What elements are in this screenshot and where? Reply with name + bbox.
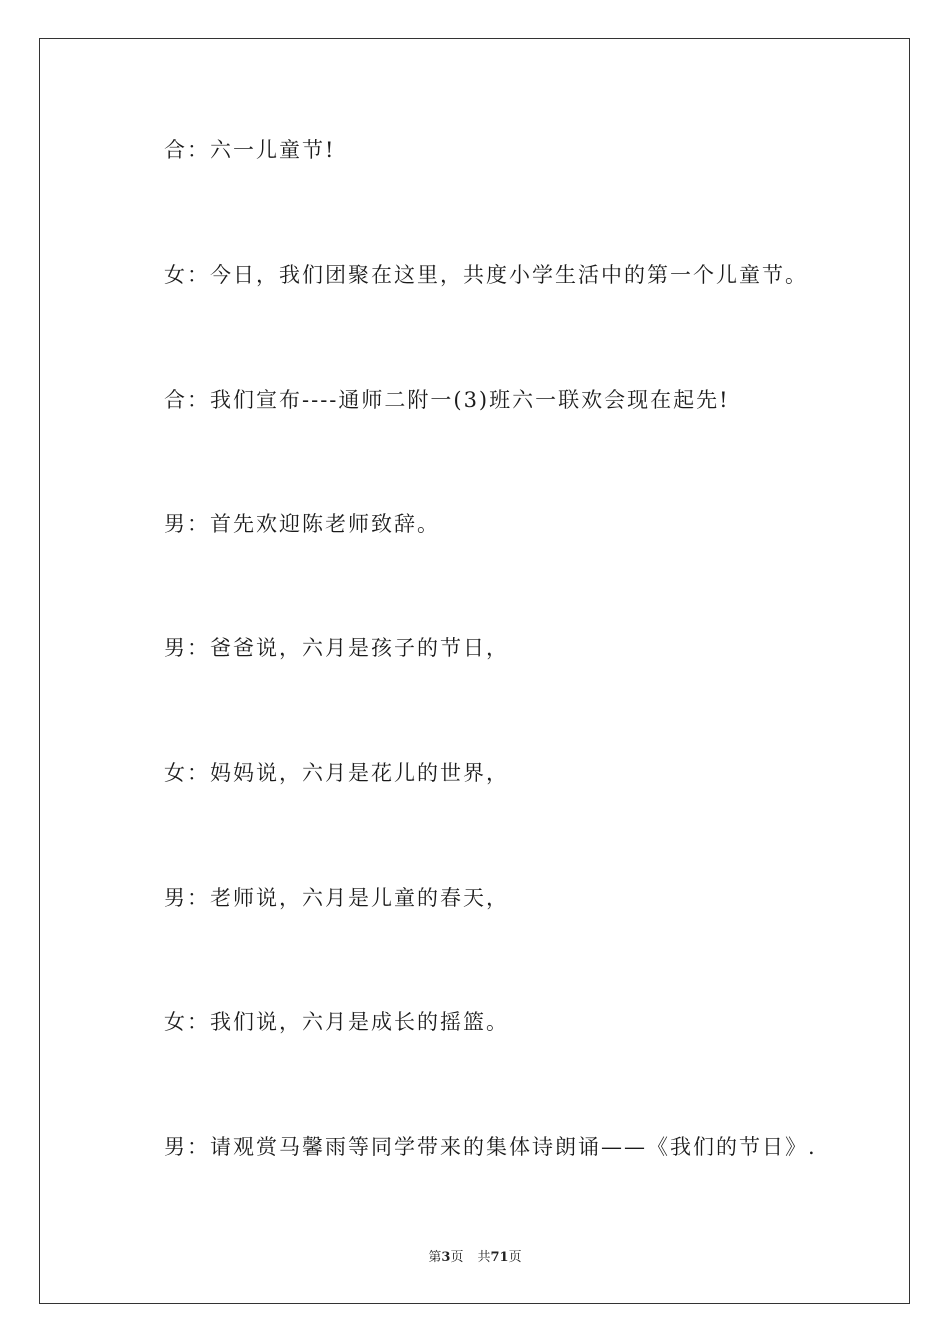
script-line-9: 男：请观赏马馨雨等同学带来的集体诗朗诵——《我们的节日》. xyxy=(164,1135,817,1159)
script-line-8: 女：我们说，六月是成长的摇篮。 xyxy=(164,1010,509,1034)
script-line-3: 合：我们宣布----通师二附一(3)班六一联欢会现在起先! xyxy=(164,388,730,412)
script-line-4: 男：首先欢迎陈老师致辞。 xyxy=(164,512,440,536)
script-line-1: 合：六一儿童节! xyxy=(164,138,336,162)
page-suffix: 页 xyxy=(450,1250,464,1265)
page-number: 3 xyxy=(441,1250,451,1265)
page-footer xyxy=(0,1246,950,1265)
script-line-6: 女：妈妈说，六月是花儿的世界， xyxy=(164,761,509,785)
script-line-7: 男：老师说，六月是儿童的春天， xyxy=(164,886,509,910)
page-frame xyxy=(39,38,910,1304)
total-prefix: 共 xyxy=(477,1250,491,1265)
script-line-2: 女：今日，我们团聚在这里，共度小学生活中的第一个儿童节。 xyxy=(164,263,808,287)
total-pages: 71 xyxy=(490,1250,509,1265)
page-prefix: 第 xyxy=(428,1250,442,1265)
total-suffix: 页 xyxy=(508,1250,522,1265)
script-line-5: 男：爸爸说，六月是孩子的节日， xyxy=(164,636,509,660)
